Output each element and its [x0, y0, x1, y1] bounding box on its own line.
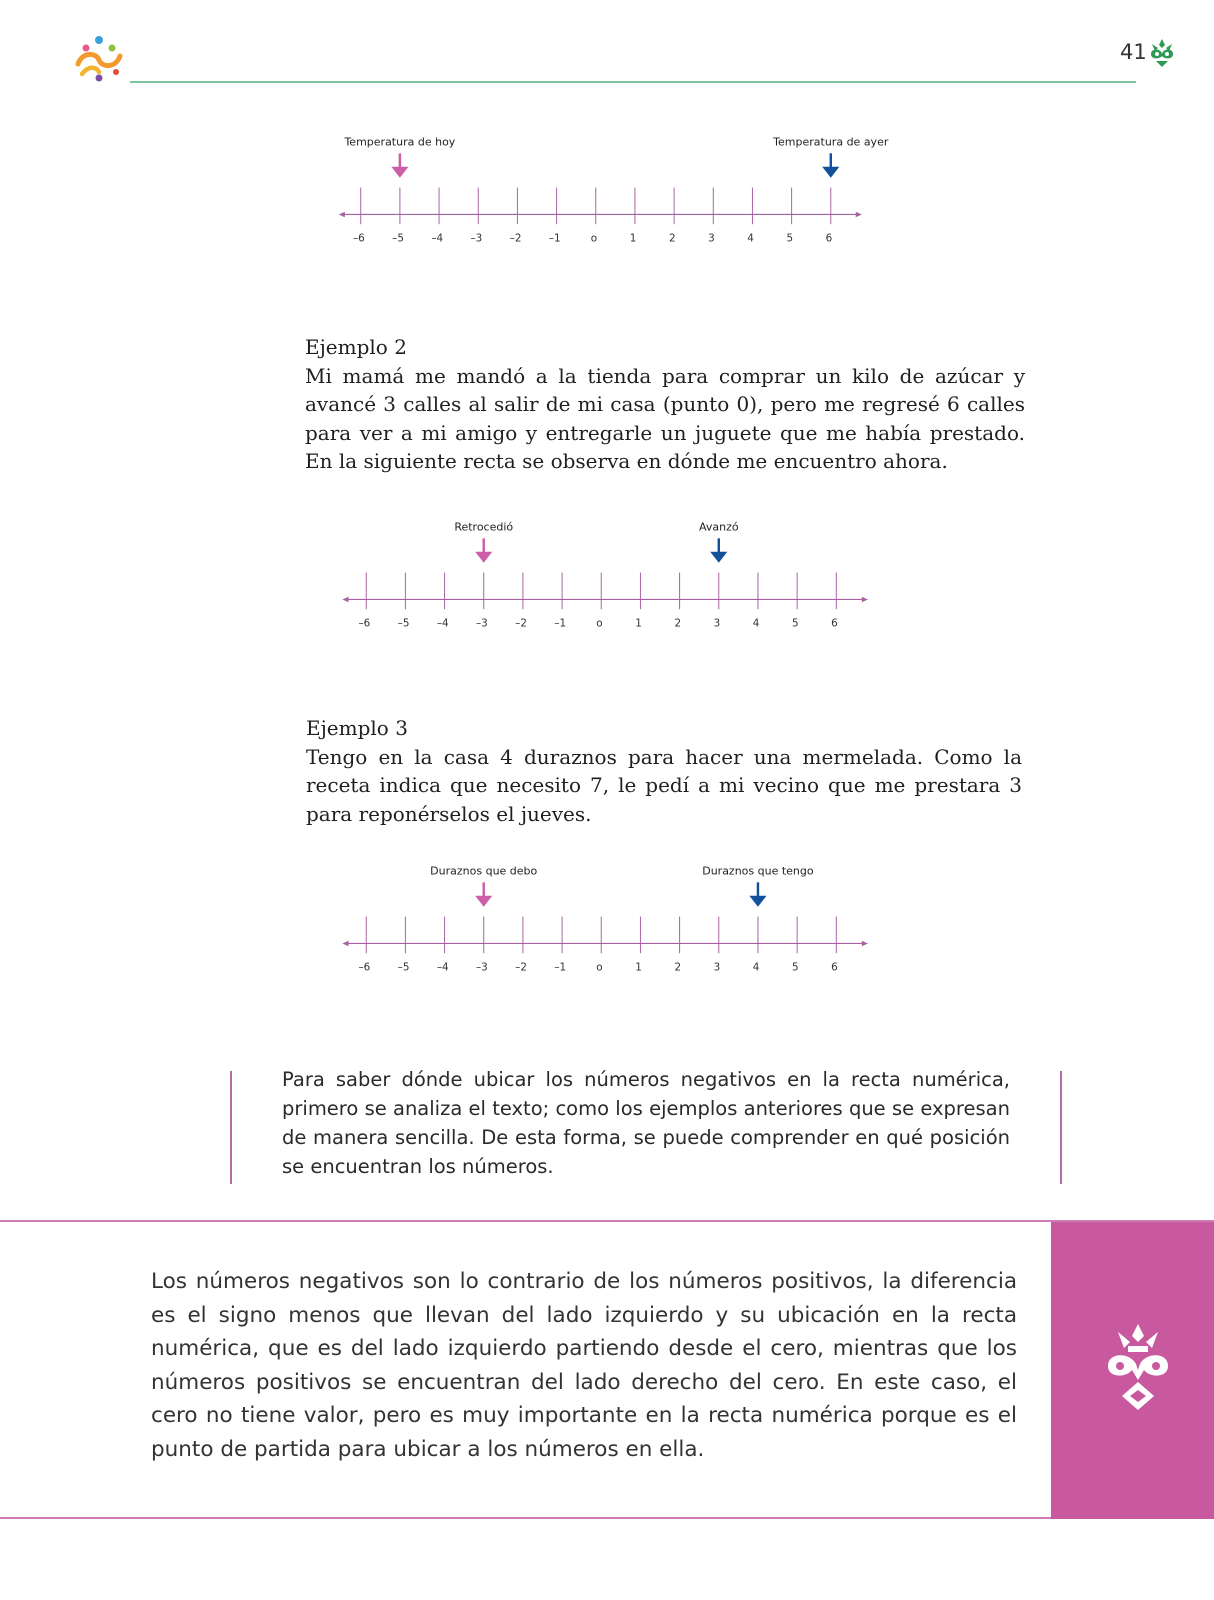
tick-label: 6 [831, 617, 838, 630]
example-3-title: Ejemplo 3 [306, 716, 408, 740]
tick-label: 3 [713, 961, 721, 974]
tick-label: –2 [509, 232, 522, 245]
pink-arrow-marker [475, 882, 492, 906]
tick-label: –4 [436, 961, 449, 974]
tick-label: –3 [476, 617, 488, 630]
axis-right-arrowhead [862, 941, 868, 947]
blue-arrow-marker [822, 153, 839, 177]
pink-arrow-marker [475, 538, 492, 562]
tick-label: –1 [548, 232, 561, 245]
header-rule [130, 81, 1136, 83]
tick-label: –4 [431, 232, 444, 245]
tick-label: –3 [470, 232, 483, 245]
number-line-peaches [0, 864, 1214, 974]
tick-label: –5 [392, 232, 404, 245]
tick-label: o [596, 961, 603, 974]
tick-label: 4 [747, 232, 754, 245]
tick-label: 4 [752, 617, 760, 630]
tick-label: –3 [476, 961, 488, 974]
tick-label: –6 [358, 617, 371, 630]
axis-left-arrowhead [339, 212, 345, 218]
example-2-title: Ejemplo 2 [305, 335, 407, 359]
tick-label: 2 [674, 961, 682, 974]
arrow-head [749, 896, 766, 907]
tick-label: 2 [668, 232, 676, 245]
axis-left-arrowhead [342, 597, 348, 603]
marker-label: Duraznos que debo [430, 864, 538, 878]
tick-label: –1 [554, 617, 567, 630]
tick-label: –6 [358, 961, 371, 974]
tick-label: –5 [397, 961, 410, 974]
tick-label: 4 [752, 961, 760, 974]
tick-label: –2 [515, 961, 527, 974]
white-emblem-icon [1104, 1322, 1172, 1414]
marker-label: Temperatura de ayer [773, 135, 889, 149]
page-number: 41 [1120, 40, 1147, 64]
arrow-head [475, 896, 492, 907]
arrow-head [391, 167, 408, 178]
tick-label: 1 [635, 961, 642, 974]
example-3-text: Tengo en la casa 4 duraznos para hacer una mermelada. Como la receta indica que necesito 7, le pedí a mi vecino que me prestara 3 para reponérselos el jueves. [306, 744, 1022, 826]
tick-label: 3 [708, 232, 715, 245]
tick-label: 5 [786, 232, 794, 245]
tick-label: 5 [791, 961, 799, 974]
tick-label: 1 [635, 617, 642, 630]
marker-label: Temperatura de hoy [344, 135, 456, 149]
green-emblem-icon [1148, 38, 1176, 70]
axis-right-arrowhead [856, 212, 862, 218]
pink-arrow-marker [391, 153, 408, 177]
tick-label: o [590, 232, 598, 245]
note-text: Para saber dónde ubicar los números negativos en la recta numérica, primero se analiza el texto; como los ejemplos anteriores que se expresan de manera sencilla. De esta forma, se puede comprender en qué posición se encuentran los números. [282, 1068, 1010, 1178]
axis-left-arrowhead [342, 941, 348, 947]
arrow-head [822, 167, 839, 178]
tick-label: 6 [831, 961, 838, 974]
marker-label: Retrocedió [454, 520, 514, 534]
blue-arrow-marker [749, 882, 766, 906]
number-line-temperature [0, 135, 1214, 245]
tick-label: 6 [825, 232, 833, 245]
tick-label: 1 [629, 232, 637, 245]
example-2-text: Mi mamá me mandó a la tienda para comprar un kilo de azúcar y avancé 3 calles al salir de mi casa (punto 0), pero me regresé 6 calles para ver a mi amigo y entregarle un juguete que me había prestado. En la siguiente recta se observa en dónde me encuentro ahora. [305, 363, 1025, 473]
note-left-bar [230, 1071, 232, 1184]
tick-label: o [596, 617, 603, 630]
tick-label: 3 [713, 617, 721, 630]
marker-label: Avanzó [698, 520, 739, 534]
summary-bottom-rule [0, 1517, 1214, 1519]
book-series-logo-icon [72, 34, 126, 84]
tick-label: –1 [554, 961, 567, 974]
summary-top-rule [0, 1220, 1214, 1222]
arrow-head [710, 552, 727, 563]
tick-label: –4 [436, 617, 449, 630]
tick-label: –6 [352, 232, 365, 245]
arrow-head [475, 552, 492, 563]
tick-label: 2 [674, 617, 682, 630]
tick-label: 5 [791, 617, 799, 630]
example-3 [306, 714, 1022, 828]
tick-label: –2 [515, 617, 527, 630]
example-2 [305, 333, 1025, 476]
note-right-bar [1060, 1071, 1062, 1184]
number-line-errand [0, 520, 1214, 630]
blue-arrow-marker [710, 538, 727, 562]
summary-text: Los números negativos son lo contrario de los números positivos, la diferencia es el signo menos que llevan del lado izquierdo y su ubicación en la recta numérica, que es del lado izquierdo partiendo desde el cero, mientras que los números positivos se encuentran del lado derecho del cero. En este caso, el cero no tiene valor, pero es muy importante en la recta numérica porque es el punto de partida para ubicar a los números en ella. [151, 1269, 1017, 1462]
axis-right-arrowhead [862, 597, 868, 603]
tick-label: –5 [397, 617, 410, 630]
marker-label: Duraznos que tengo [702, 864, 814, 878]
